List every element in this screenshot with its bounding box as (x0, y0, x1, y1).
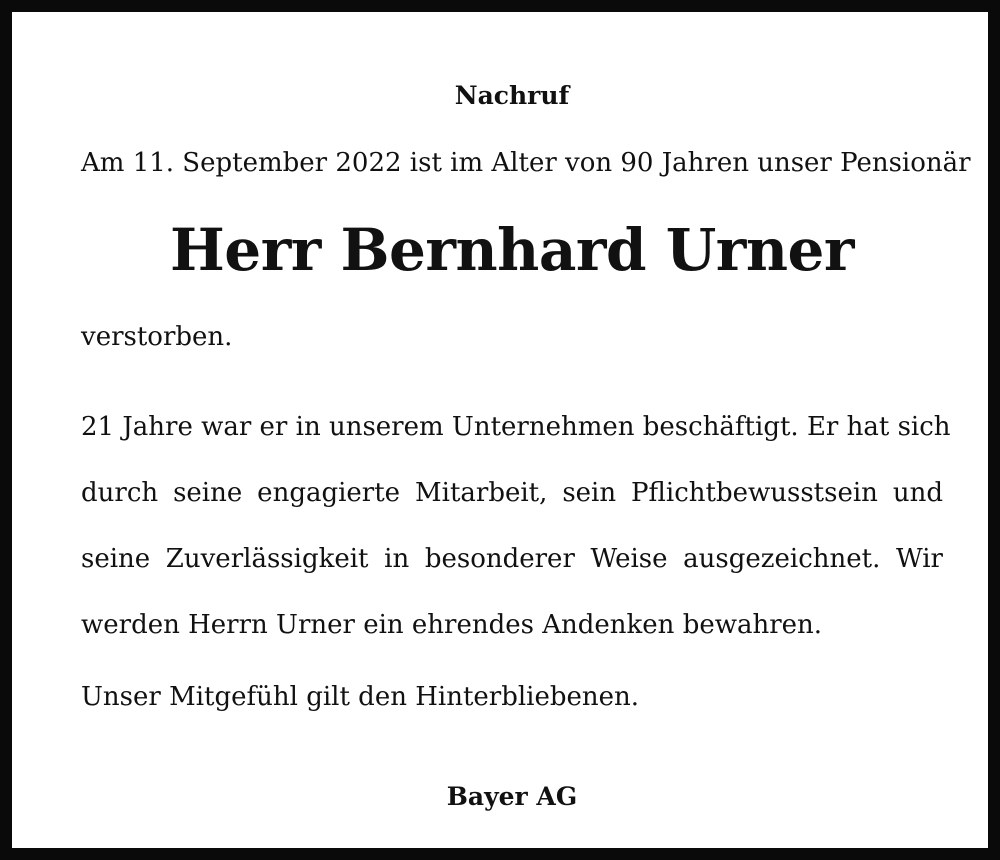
company-signature: Bayer AG (446, 782, 578, 811)
condolence-line: Unser Mitgefühl gilt den Hinterbliebenen. (81, 682, 640, 712)
tribute-line: seine Zuverlässigkeit in besonderer Weise ausgezeichnet. Wir (81, 544, 943, 574)
deceased-name: Herr Bernhard Urner (170, 216, 854, 284)
deceased-line: verstorben. (81, 322, 233, 352)
tribute-paragraph (81, 394, 951, 658)
tribute-line: 21 Jahre war er in unserem Unternehmen beschäftigt. Er hat sich (81, 412, 951, 442)
notice-heading: Nachruf (454, 81, 570, 110)
intro-line: Am 11. September 2022 ist im Alter von 90 Jahren unser Pensionär (81, 148, 971, 178)
tribute-line: werden Herrn Urner ein ehrendes Andenken bewahren. (81, 610, 823, 640)
tribute-line: durch seine engagierte Mitarbeit, sein Pflichtbewusstsein und (81, 478, 943, 508)
